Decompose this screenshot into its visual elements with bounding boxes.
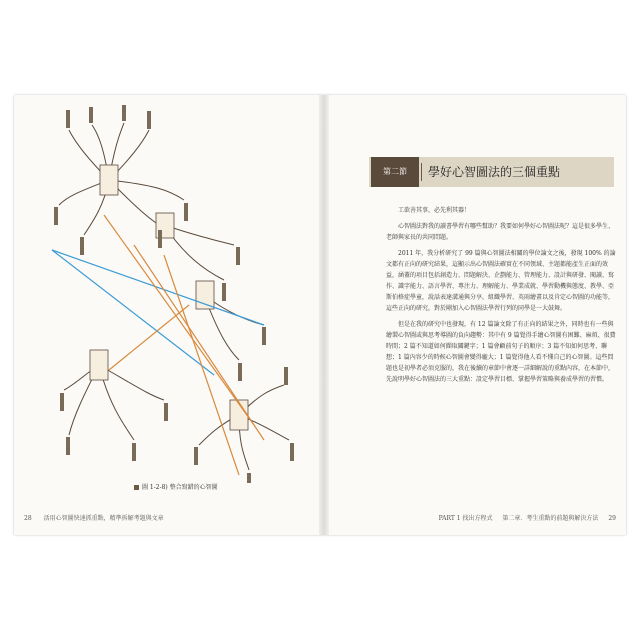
right-page-number: 29 bbox=[608, 515, 616, 522]
paragraph: 2011 年，我分析研究了 99 篇與心智圖法相關的學位論文之後，發現 100% 的論文都有正向的研究結果，這顯示出心智圖法確實在不同領域、主題都能產生正面的效益，涵蓋的項目包括創造力、問題解決、企劃能力、管理能力、設計與研發、閱讀、寫作、識字能力、語言學習、專注力、理解能力、學業成就、學習動機與態度、教學、亞斯伯格症學童，說話表達溝通與分享，組織學習、英雨繪畫以及肯定心智圖的功能等，這些正向的研究，對於剛加入心智圖法學習行列的同學是一大鼓舞。 bbox=[386, 250, 616, 312]
right-page-footer bbox=[431, 513, 616, 522]
right-footer-chapter: 第二章．考生重點的前題與解決方法 bbox=[502, 515, 599, 522]
paragraph: 心智圖法對我的讀書學習有哪些幫助？我要如何學好心智圖法呢？這是很多學生、老師與家長的共同問題。 bbox=[386, 223, 615, 241]
left-page-number: 28 bbox=[24, 515, 32, 522]
left-page-footer bbox=[24, 513, 174, 522]
section-label: 第二節 bbox=[371, 157, 419, 187]
caption-marker bbox=[134, 485, 139, 490]
paragraph: 但是在我的研究中也發現，有 12 篇論文除了有正向的結果之外，同時也有一些與繪製心智圖或與思考導圖的負向趨勢：其中有 9 篇覺得手繪心智圖有困難、麻煩、很費時間；2 篇不知道如何擷取關鍵字；1 篇會顧前句子的順序；3 篇不知如何思考、聯想；1 篇內容少的時候心智圖會變得龐大；1 篇覺得他人看不懂自己的心智圖。這些問題也是初學者必須克服的，我在後續的章節中會逐一詳細解說的重點內容，在本節中，先說明學好心智圖法的三大重點：設定學習目標、掌握學習策略與養成學習的習慣。 bbox=[386, 321, 616, 383]
left-running-footer: 活用心智圖快速抓重點，精準拆解考題與文章 bbox=[43, 515, 164, 522]
caption-text: 圖 1-2-8) 整合寫錯的心智圖 bbox=[142, 484, 218, 491]
section-divider bbox=[421, 163, 422, 181]
body-text bbox=[386, 205, 618, 390]
figure-caption bbox=[134, 482, 218, 491]
book-gutter bbox=[319, 95, 329, 535]
right-footer-part: PART 1 找出方程式 bbox=[438, 515, 493, 522]
mind-map-figure bbox=[14, 95, 320, 495]
section-title: 學好心智圖法的三個重點 bbox=[428, 165, 561, 179]
book-spread bbox=[14, 95, 626, 535]
paragraph: 工欲善其事，必先利其器！ bbox=[398, 207, 471, 214]
